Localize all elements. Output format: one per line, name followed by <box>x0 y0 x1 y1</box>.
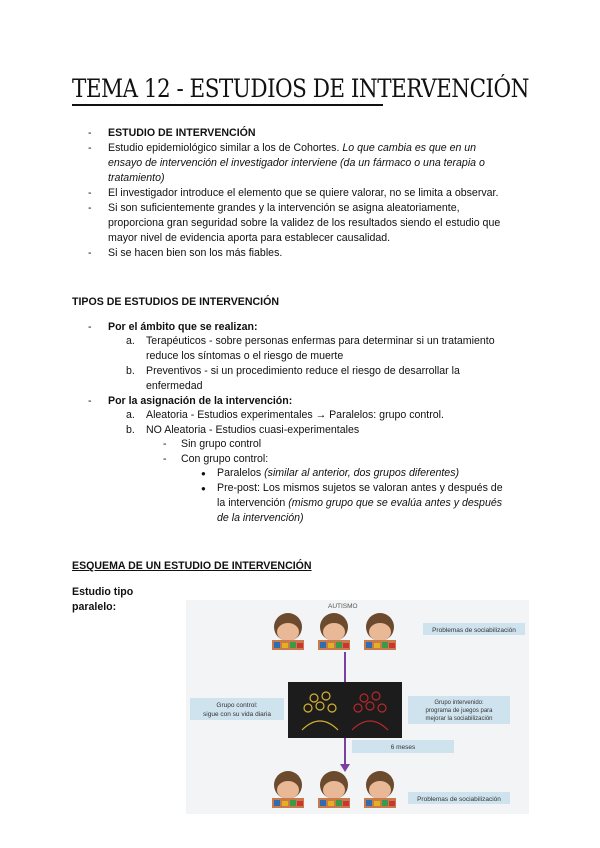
title-underline <box>72 104 383 106</box>
prepost-line1: Pre-post: Los mismos sujetos se valoran antes y después de <box>217 482 503 494</box>
bullet-marker: - <box>163 438 167 450</box>
box-problemas-bottom-text: Problemas de sociabilización <box>417 796 501 803</box>
box-grupo-control-line2: sigue con su vida diaria <box>203 711 271 718</box>
item-cohortes-italic-line2: ensayo de intervención el investigador interviene (da un fármaco o una terapia o <box>108 157 485 169</box>
children-group-bottom-icon <box>272 771 396 808</box>
item-aleatoria-line2: proporciona gran seguridad sobre la validez de los resultados siendo el estudio que <box>108 217 501 229</box>
list-marker: a. <box>126 335 135 347</box>
list-marker: b. <box>126 424 135 436</box>
section-heading-estudio: ESTUDIO DE INTERVENCIÓN <box>108 127 256 139</box>
bullet-marker: - <box>163 453 167 465</box>
ambito-heading: Por el ámbito que se realizan: <box>108 321 258 333</box>
figure-label-line2: paralelo: <box>72 601 117 613</box>
item-cohortes-italic-line3: tratamiento) <box>108 172 165 184</box>
prepost-line3: de la intervención) <box>217 512 304 524</box>
item-investigador: El investigador introduce el elemento que se quiere valorar, no se limita a observar. <box>108 187 499 199</box>
prepost-line2 <box>217 496 502 511</box>
figure-label-line1: Estudio tipo <box>72 586 134 598</box>
box-grupo-control-line1: Grupo control: <box>216 702 258 709</box>
paralelos-item <box>217 466 459 481</box>
flow-arrow-head <box>340 764 350 772</box>
list-marker: b. <box>126 365 135 377</box>
bullet-marker: - <box>88 247 92 259</box>
bullet-marker: - <box>88 321 92 333</box>
bullet-marker: - <box>88 202 92 214</box>
ambito-preventivos-line1: Preventivos - si un procedimiento reduce el riesgo de desarrollar la <box>146 365 460 377</box>
item-cohortes-italic: Lo que cambia es que en un <box>342 142 477 154</box>
box-6-meses-text: 6 meses <box>390 744 416 751</box>
prepost-line2-italic: (mismo grupo que se evalúa antes y después <box>288 497 503 509</box>
prepost-line2-text: la intervención <box>217 497 286 509</box>
ambito-terapeuticos-line1: Terapéuticos - sobre personas enfermas para determinar si un tratamiento <box>146 335 495 347</box>
paralelos-text: Paralelos <box>217 467 262 479</box>
section-heading-esquema: ESQUEMA DE UN ESTUDIO DE INTERVENCIÓN <box>72 560 312 572</box>
dot-marker: ● <box>201 469 206 478</box>
ambito-terapeuticos-line2: reduce los síntomas o el riesgo de muerte <box>146 350 344 362</box>
asignacion-no-aleatoria: NO Aleatoria - Estudios cuasi-experimentales <box>146 424 360 436</box>
item-fiables: Si se hacen bien son los más fiables. <box>108 247 283 259</box>
section-heading-tipos: TIPOS DE ESTUDIOS DE INTERVENCIÓN <box>72 296 280 308</box>
box-grupo-intervenido-line3: mejorar la sociabilización <box>425 716 493 722</box>
bullet-marker: - <box>88 395 92 407</box>
autismo-label: AUTISMO <box>328 603 358 610</box>
item-aleatoria-line1: Si son suficientemente grandes y la intervención se asigna aleatoriamente, <box>108 202 460 214</box>
ambito-preventivos-line2: enfermedad <box>146 380 203 392</box>
item-aleatoria-line3: mayor nivel de evidencia aporta para establecer causalidad. <box>108 232 391 244</box>
con-grupo-control: Con grupo control: <box>181 453 269 465</box>
study-diagram <box>186 600 529 814</box>
box-grupo-intervenido-line2: programa de juegos para <box>425 708 493 714</box>
bullet-marker: - <box>88 142 92 154</box>
box-problemas-top-text: Problemas de sociabilización <box>432 627 516 634</box>
dot-marker: ● <box>201 484 206 493</box>
paralelos-italic: (similar al anterior, dos grupos diferentes) <box>264 467 460 479</box>
item-cohortes <box>108 141 476 156</box>
page-title: TEMA 12 - ESTUDIOS DE INTERVENCIÓN <box>72 74 529 103</box>
list-marker: a. <box>126 409 135 421</box>
asignacion-heading: Por la asignación de la intervención: <box>108 395 293 407</box>
box-grupo-intervenido-line1: Grupo intervenido: <box>434 700 484 706</box>
item-cohortes-text: Estudio epidemiológico similar a los de Cohortes. <box>108 142 340 154</box>
study-diagram-svg <box>186 600 529 814</box>
bullet-marker: - <box>88 127 92 139</box>
children-group-top-icon <box>272 613 396 650</box>
bullet-marker: - <box>88 187 92 199</box>
sin-grupo-control: Sin grupo control <box>181 438 262 450</box>
asignacion-aleatoria: Aleatoria - Estudios experimentales → Paralelos: grupo control. <box>146 409 444 421</box>
